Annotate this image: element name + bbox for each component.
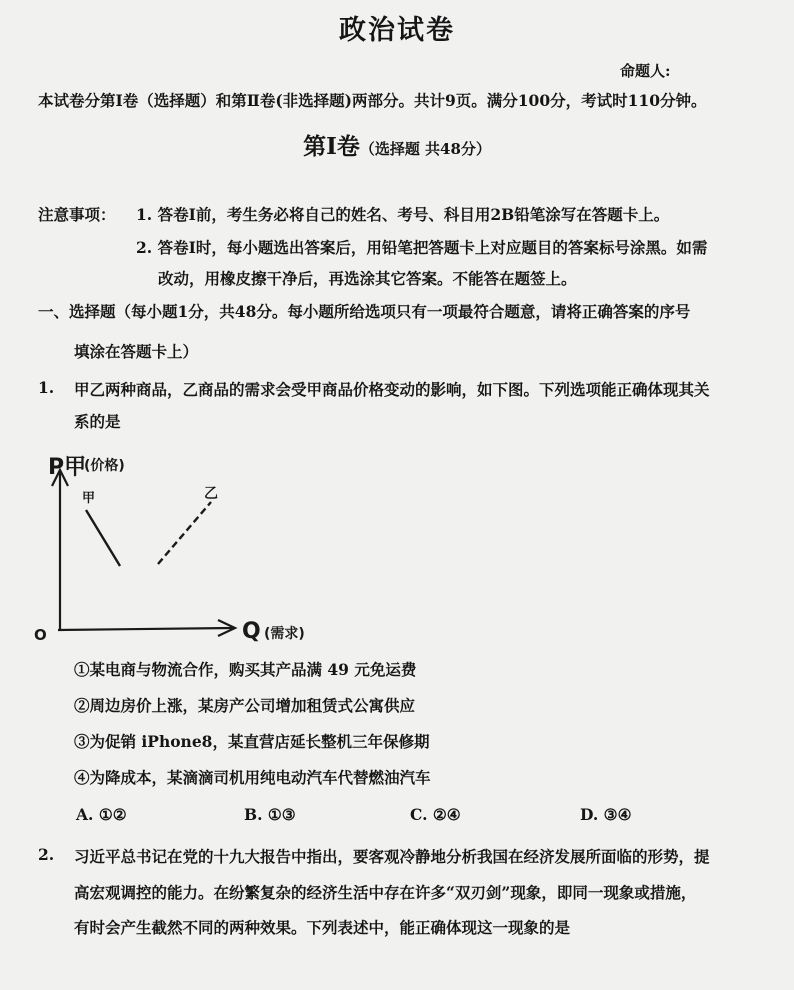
question-1-choice-b: B. ①③: [244, 805, 296, 824]
question-1-option-1: ①某电商与物流合作，购买其产品满 49 元免运费: [74, 660, 417, 679]
question-1-line-2: 系的是: [74, 412, 121, 431]
author-label: 命题人:: [620, 62, 671, 80]
x-axis: [58, 628, 233, 630]
question-1-option-3: ③为促销 iPhone8，某直营店延长整机三年保修期: [74, 732, 430, 751]
question-1-option-4: ④为降成本，某滴滴司机用纯电动汽车代替燃油汽车: [74, 768, 431, 787]
note-item-2-line-1: 2. 答卷Ⅰ时，每小题选出答案后，用铅笔把答题卡上对应题目的答案标号涂黑。如需: [136, 238, 708, 257]
line-a-label: 甲: [82, 491, 96, 506]
note-item-2-line-2: 改动，用橡皮擦干净后，再选涂其它答案。不能答在题签上。: [158, 269, 577, 288]
part-one-line-2: 填涂在答题卡上）: [74, 342, 199, 361]
exam-intro: 本试卷分第Ⅰ卷（选择题）和第Ⅱ卷(非选择题)两部分。共计9页。满分100分，考试时110分钟。: [38, 91, 707, 110]
question-2-line-2: 高宏观调控的能力。在纷繁复杂的经济生活中存在许多“双刃剑”现象，即同一现象或措施，: [74, 883, 697, 902]
question-1-option-2: ②周边房价上涨，某房产公司增加租赁式公寓供应: [74, 696, 416, 715]
section-subtitle: （选择题 共48分）: [359, 140, 491, 158]
note-item-1: 1. 答卷Ⅰ前，考生务必将自己的姓名、考号、科目用2B铅笔涂写在答题卡上。: [136, 205, 670, 224]
section-title: 第Ⅰ卷: [303, 133, 360, 160]
question-2-line-3: 有时会产生截然不同的两种效果。下列表述中，能正确体现这一现象的是: [74, 918, 571, 937]
part-one-line-1: 一、选择题（每小题1分，共48分。每小题所给选项只有一项最符合题意，请将正确答案的序号: [38, 302, 691, 321]
section-heading: [0, 128, 794, 161]
line-b: [158, 502, 211, 564]
price-demand-diagram: [28, 440, 348, 650]
question-1-choice-a: A. ①②: [76, 805, 127, 824]
origin-label: O: [34, 626, 47, 644]
question-2-number: 2.: [38, 845, 55, 864]
question-1-number: 1.: [38, 378, 55, 397]
line-b-label: 乙: [204, 486, 218, 502]
y-axis-label-note: (价格): [84, 458, 125, 474]
x-axis-label-note: (需求): [264, 626, 305, 642]
question-1-line-1: 甲乙两种商品，乙商品的需求会受甲商品价格变动的影响，如下图。下列选项能正确体现其关: [74, 380, 710, 399]
line-a: [86, 510, 120, 566]
notes-label: 注意事项：: [38, 205, 116, 224]
question-2-line-1: 习近平总书记在党的十九大报告中指出，要客观冷静地分析我国在经济发展所面临的形势，提: [74, 847, 710, 866]
exam-title: 政治试卷: [339, 15, 455, 46]
question-1-choice-c: C. ②④: [410, 805, 461, 824]
y-axis-label: P甲: [48, 455, 87, 480]
x-axis-label: Q: [242, 619, 261, 644]
question-1-choice-d: D. ③④: [580, 805, 632, 824]
